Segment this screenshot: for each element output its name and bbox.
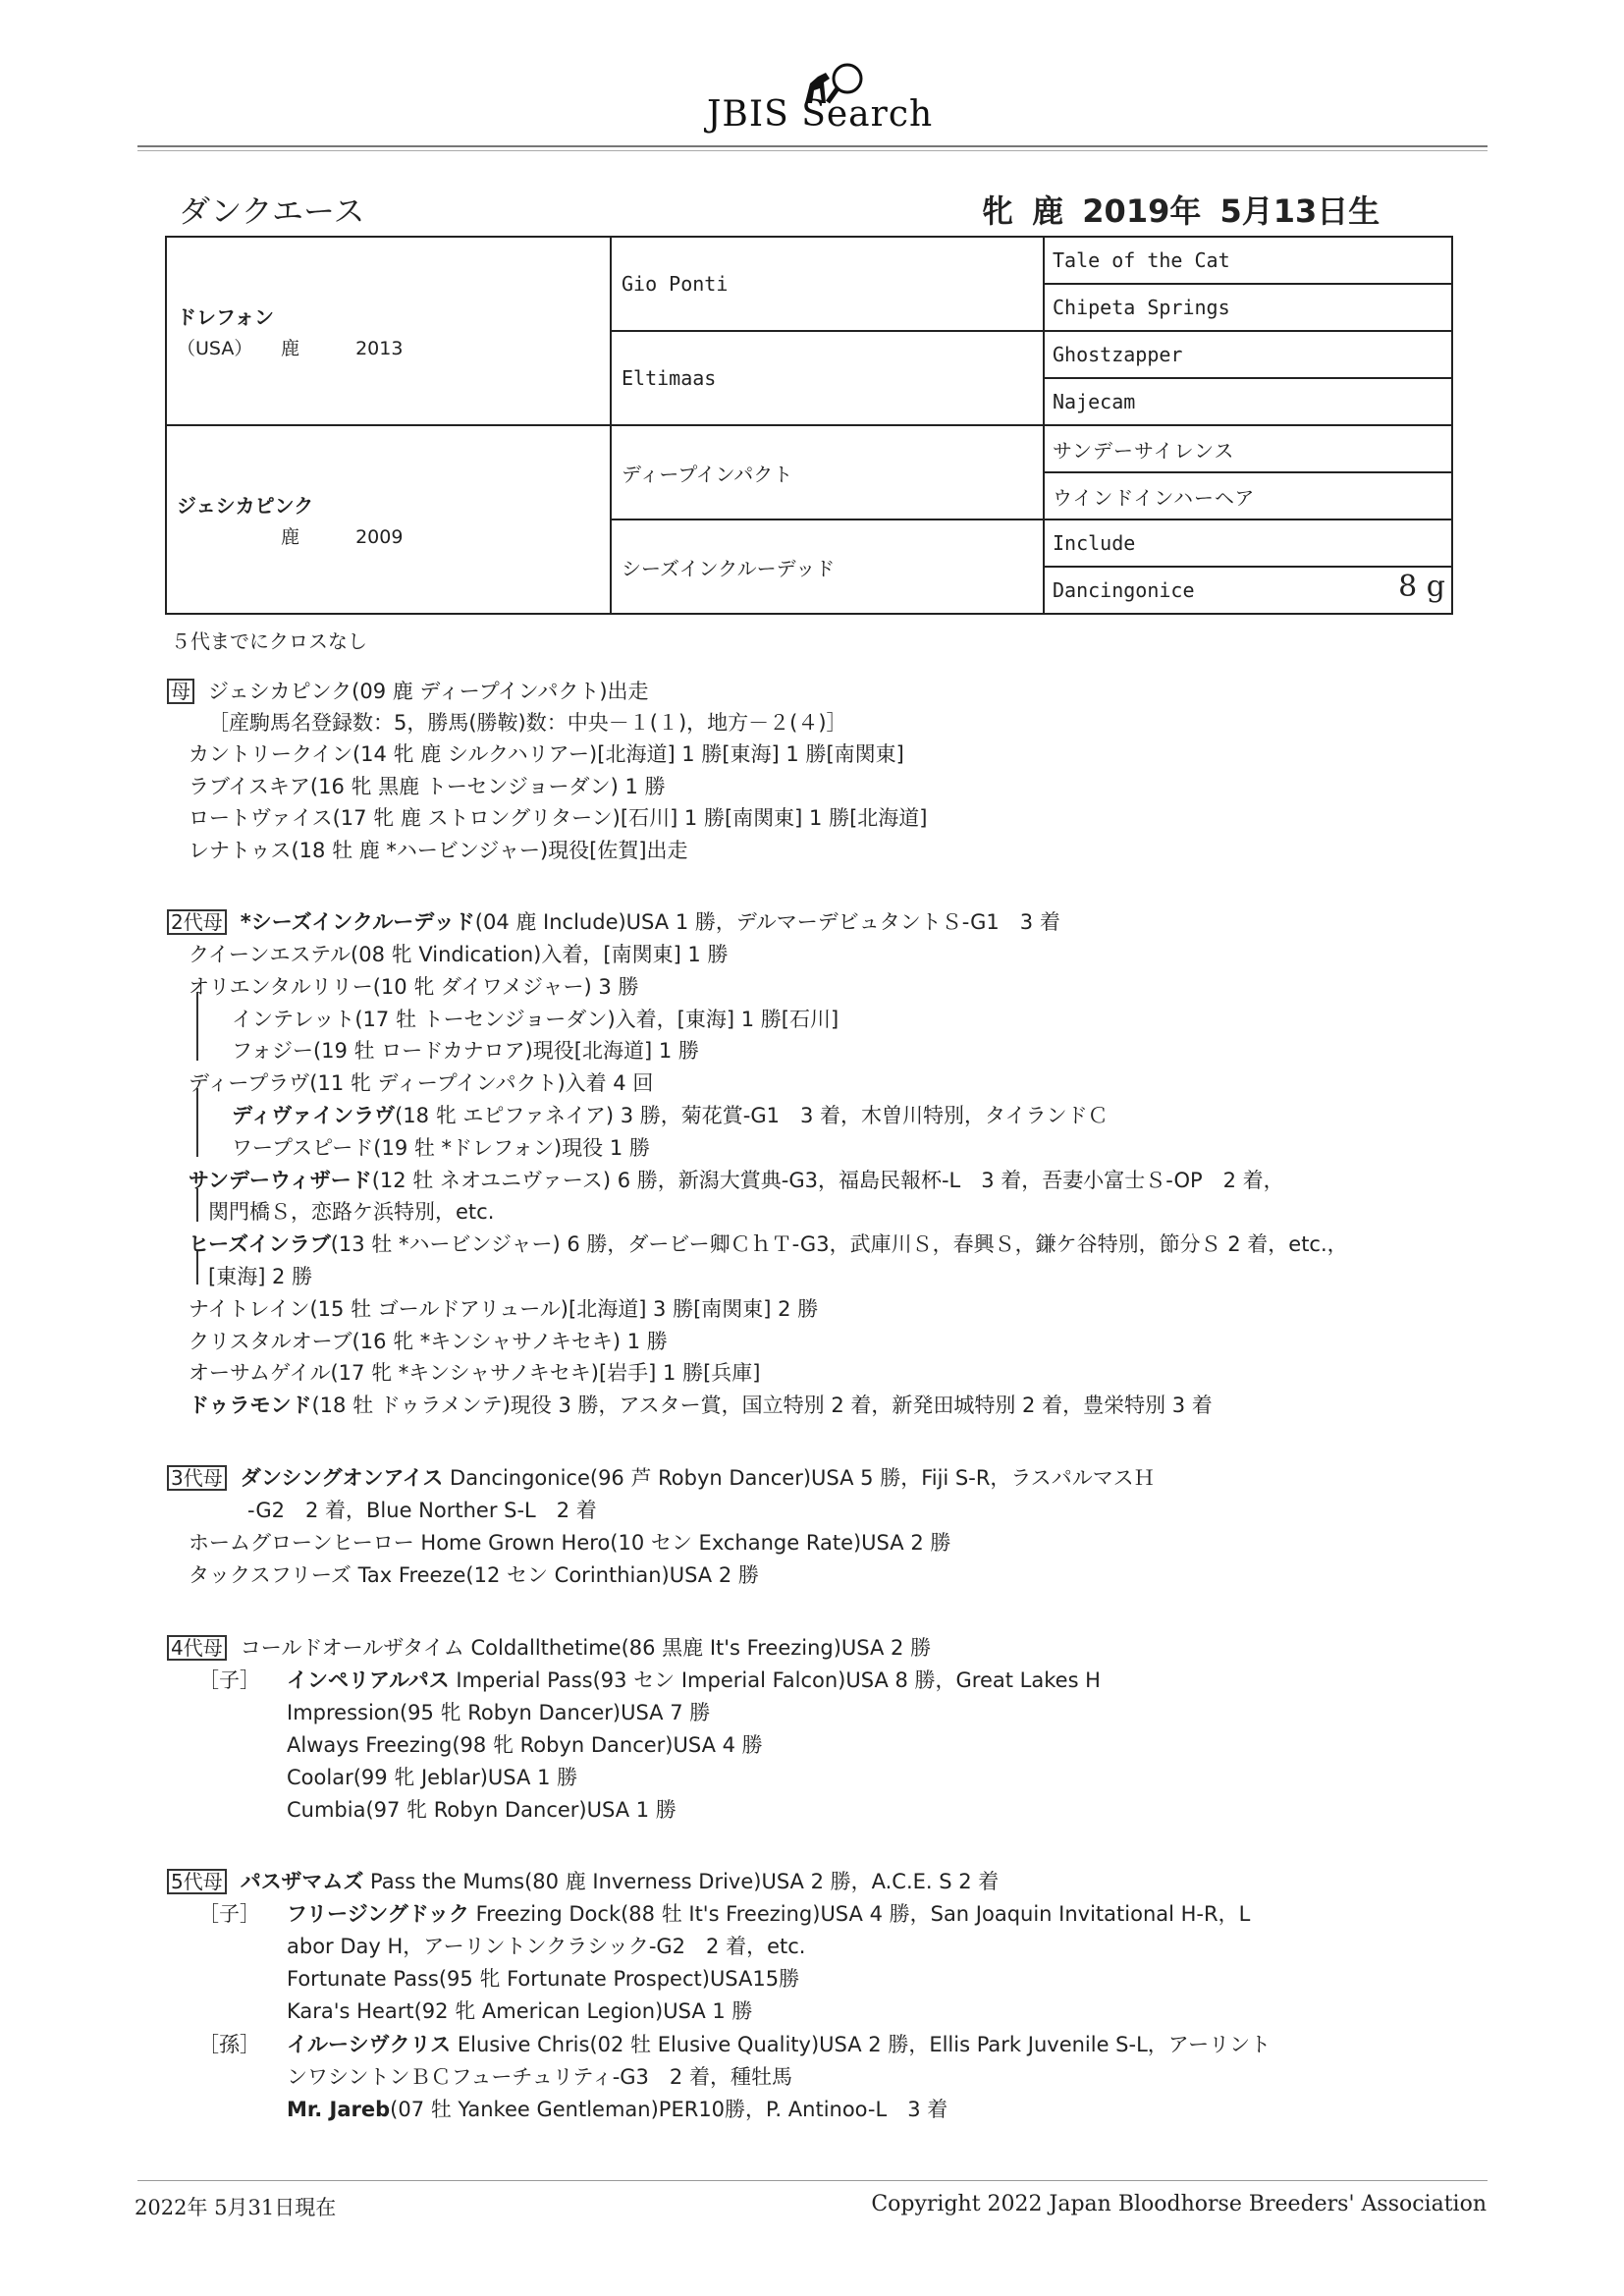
family-line: [189, 1527, 950, 1557]
line-text: Imperial Pass(93 セン Imperial Falcon)USA 8 勝，Great Lakes H: [449, 1668, 1101, 1692]
family-line: [287, 1762, 577, 1791]
tree-connector: [196, 1251, 198, 1285]
family-line: [189, 835, 688, 864]
gen3-3: Najecam: [1044, 378, 1452, 425]
generation-tag: 5代母: [167, 1869, 227, 1894]
family-line: [198, 2029, 260, 2058]
family-line: [287, 2029, 1271, 2058]
line-text: Dancingonice(96 芦 Robyn Dancer)USA 5 勝，Fiji S-R，ラスパルマスＨ: [443, 1466, 1155, 1490]
gen3-7-name: Dancingonice: [1053, 578, 1195, 602]
notable-horse-name: ディヴァインラヴ: [232, 1104, 396, 1127]
family-line: [232, 1132, 650, 1162]
line-text: (04 鹿 Include)USA 1 勝，デルマーデビュタントＳ-G1 3 着: [474, 910, 1060, 934]
family-line: [189, 771, 666, 800]
family-line: [189, 1293, 818, 1323]
line-text: Fortunate Pass(95 牝 Fortunate Prospect)USA15勝: [287, 1967, 800, 1991]
notable-horse-name: ヒーズインラブ: [189, 1232, 331, 1256]
footer-rule: [137, 2180, 1488, 2181]
line-text: オリエンタルリリー(10 牝 ダイワメジャー) 3 勝: [189, 975, 639, 999]
gen3-1: Chipeta Springs: [1044, 284, 1452, 331]
family-line: [208, 707, 847, 737]
family-line: [287, 1898, 1250, 1928]
line-text: ［子］: [198, 1668, 260, 1692]
line-text: コールドオールザタイム Coldallthetime(86 黒鹿 It's Freezing)USA 2 勝: [240, 1636, 932, 1660]
family-line: [189, 1229, 1348, 1258]
dam-name: ジェシカピンク: [177, 494, 314, 518]
as-of-date: 2022年 5月31日現在: [135, 2196, 337, 2219]
family-line: [189, 802, 927, 832]
line-text: ラブイスキア(16 牝 黒鹿 トーセンジョーダン) 1 勝: [189, 775, 666, 798]
sire-cell: [166, 237, 611, 425]
line-text: (18 牡 ドゥラメンテ)現役 3 勝，アスター賞，国立特別 2 着，新発田城特別 2 着，豊栄特別 3 着: [311, 1394, 1213, 1417]
sire-country: （USA）: [177, 338, 253, 359]
family-line: [189, 738, 904, 768]
copyright: Copyright 2022 Japan Bloodhorse Breeders' Association: [871, 2192, 1487, 2216]
generation-tag: 母: [167, 679, 194, 704]
line-text: 関門橋Ｓ，恋路ケ浜特別，etc.: [208, 1200, 495, 1224]
line-text: Cumbia(97 牝 Robyn Dancer)USA 1 勝: [287, 1798, 677, 1822]
family-line: [198, 1665, 260, 1694]
line-text: インテレット(17 牡 トーセンジョーダン)入着，[東海] 1 勝[石川]: [232, 1008, 839, 1031]
line-text: フォジー(19 牡 ロードカナロア)現役[北海道] 1 勝: [232, 1039, 699, 1063]
line-text: [東海] 2 勝: [208, 1265, 313, 1288]
family-line: [189, 939, 728, 968]
notable-horse-name: *シーズインクルーデッド: [240, 910, 475, 934]
family-line: [189, 1326, 668, 1355]
line-text: (18 牝 エピファネイア) 3 勝，菊花賞-G1 3 着，木曽川特別，タイランドＣ: [395, 1104, 1109, 1127]
sire-year: 2013: [355, 338, 404, 359]
family-line: [189, 1357, 760, 1387]
family-line: [247, 1495, 597, 1524]
family-line: [167, 1462, 1155, 1492]
line-text: -G2 2 着，Blue Norther S-L 2 着: [247, 1499, 597, 1522]
jbis-logo: [707, 59, 943, 147]
family-line: [287, 1794, 677, 1824]
gen2-2: ディープインパクト: [611, 425, 1044, 519]
family-line: [189, 1390, 1213, 1419]
line-text: Coolar(99 牝 Jeblar)USA 1 勝: [287, 1766, 578, 1789]
cross-note: ５代までにクロスなし: [171, 629, 367, 653]
line-text: (12 牡 ネオユニヴァース) 6 勝，新潟大賞典-G3，福島民報杯-L 3 着，吾妻小富士Ｓ-OP 2 着，: [371, 1169, 1284, 1192]
logo-text: JBIS Search: [707, 94, 934, 135]
line-text: クイーンエステル(08 牝 Vindication)入着，[南関東] 1 勝: [189, 943, 729, 966]
family-line: [208, 1261, 312, 1290]
horse-name: ダンクエース: [179, 192, 365, 230]
line-text: レナトゥス(18 牡 鹿 *ハービンジャー)現役[佐賀]出走: [189, 839, 688, 862]
line-text: クリスタルオーブ(16 牝 *キンシャサノキセキ) 1 勝: [189, 1330, 668, 1353]
gen2-1: Eltimaas: [611, 331, 1044, 425]
notable-horse-name: サンデーウィザード: [189, 1169, 372, 1192]
family-line: [167, 906, 1060, 936]
family-line: [189, 971, 638, 1001]
family-line: [189, 1559, 759, 1589]
line-text: ジェシカピンク(09 鹿 ディープインパクト)出走: [208, 680, 649, 703]
dam-color: 鹿: [281, 526, 300, 548]
gen3-6: Include: [1044, 519, 1452, 567]
family-line: [208, 1196, 494, 1226]
pedigree-table: [165, 236, 1453, 615]
tree-connector: [196, 1088, 198, 1157]
family-line: [287, 2094, 947, 2123]
family-line: [287, 1665, 1101, 1694]
notable-horse-name: イルーシヴクリス: [287, 2033, 452, 2056]
family-line: [167, 676, 649, 705]
family-line: [287, 1931, 805, 1960]
line-text: Pass the Mums(80 鹿 Inverness Drive)USA 2 勝，A.C.E. S 2 着: [363, 1870, 1000, 1893]
dam-year: 2009: [355, 526, 404, 548]
tree-connector: [196, 992, 198, 1061]
line-text: Freezing Dock(88 牡 It's Freezing)USA 4 勝，San Joaquin Invitational H-R，L: [468, 1902, 1251, 1926]
line-text: Always Freezing(98 牝 Robyn Dancer)USA 4 勝: [287, 1733, 763, 1757]
gen2-0: Gio Ponti: [611, 237, 1044, 331]
family-line: [189, 1165, 1284, 1194]
line-text: abor Day H，アーリントンクラシック-G2 2 着，etc.: [287, 1935, 806, 1958]
line-text: カントリークイン(14 牝 鹿 シルクハリアー)[北海道] 1 勝[東海] 1 勝[南関東]: [189, 742, 904, 766]
line-text: オーサムゲイル(17 牝 *キンシャサノキセキ)[岩手] 1 勝[兵庫]: [189, 1361, 761, 1385]
family-line: [189, 1067, 653, 1097]
line-text: Impression(95 牝 Robyn Dancer)USA 7 勝: [287, 1701, 711, 1724]
family-line: [232, 1004, 839, 1033]
line-text: ナイトレイン(15 牡 ゴールドアリュール)[北海道] 3 勝[南関東] 2 勝: [189, 1297, 819, 1321]
gen2-3: シーズインクルーデッド: [611, 519, 1044, 614]
line-text: ワープスピード(19 牡 *ドレフォン)現役 1 勝: [232, 1136, 650, 1160]
family-line: [287, 1729, 763, 1759]
line-text: タックスフリーズ Tax Freeze(12 セン Corinthian)USA 2 勝: [189, 1563, 759, 1587]
line-text: (07 牡 Yankee Gentleman)PER10勝，P. Antinoo-L 3 着: [390, 2098, 948, 2121]
header-rule-thin: [137, 150, 1488, 151]
header-rule: [137, 145, 1488, 147]
generation-tag: 4代母: [167, 1635, 227, 1661]
gen3-7: [1044, 567, 1452, 614]
line-text: ホームグローンヒーロー Home Grown Hero(10 セン Exchange Rate)USA 2 勝: [189, 1531, 951, 1555]
line-text: Kara's Heart(92 牝 American Legion)USA 1 勝: [287, 1999, 753, 2023]
notable-horse-name: フリージングドック: [287, 1902, 469, 1926]
notable-horse-name: パスザマムズ: [240, 1870, 364, 1893]
line-text: (13 牡 *ハービンジャー) 6 勝，ダービー卿ＣｈＴ-G3，武庫川Ｓ，春興Ｓ，鎌ケ谷特別，節分Ｓ 2 着，etc.，: [330, 1232, 1348, 1256]
gen3-0: Tale of the Cat: [1044, 237, 1452, 284]
family-line: [232, 1100, 1109, 1129]
family-line: [167, 1866, 999, 1895]
family-line: [287, 2061, 792, 2091]
line-text: ［子］: [198, 1902, 260, 1926]
gen3-4: サンデーサイレンス: [1044, 425, 1452, 472]
family-line: [287, 1697, 710, 1726]
horse-meta: 牝 鹿 2019年 5月13日生: [982, 192, 1380, 230]
notable-horse-name: インペリアルパス: [287, 1668, 450, 1692]
line-text: ンワシントンＢＣフューチュリティ-G3 2 着，種牡馬: [287, 2065, 792, 2089]
sire-name: ドレフォン: [177, 305, 274, 329]
family-line: [198, 1898, 260, 1928]
line-text: Elusive Chris(02 牡 Elusive Quality)USA 2 勝，Ellis Park Juvenile S-L，アーリント: [451, 2033, 1272, 2056]
family-line: [167, 1632, 931, 1662]
line-text: ［産駒馬名登録数：5，勝馬(勝鞍)数：中央－１(１)，地方－２(４)］: [208, 711, 847, 735]
gen3-5: ウインドインハーヘア: [1044, 472, 1452, 519]
tree-connector: [196, 1188, 198, 1222]
generation-tag: 3代母: [167, 1465, 227, 1491]
dam-cell: [166, 425, 611, 614]
family-line: [287, 1963, 799, 1993]
notable-horse-name: Mr. Jareb: [287, 2098, 391, 2121]
sire-color: 鹿: [281, 338, 300, 359]
notable-horse-name: ダンシングオンアイス: [240, 1466, 444, 1490]
family-line: [287, 1995, 752, 2025]
line-text: ディープラヴ(11 牝 ディープインパクト)入着 4 回: [189, 1071, 654, 1095]
gen3-2: Ghostzapper: [1044, 331, 1452, 378]
inbreeding-score: 8 g: [1398, 570, 1445, 604]
generation-tag: 2代母: [167, 909, 227, 935]
notable-horse-name: ドゥラモンド: [189, 1394, 312, 1417]
line-text: ロートヴァイス(17 牝 鹿 ストロングリターン)[石川] 1 勝[南関東] 1 勝[北海道]: [189, 806, 928, 830]
line-text: ［孫］: [198, 2033, 260, 2056]
family-line: [232, 1035, 699, 1065]
